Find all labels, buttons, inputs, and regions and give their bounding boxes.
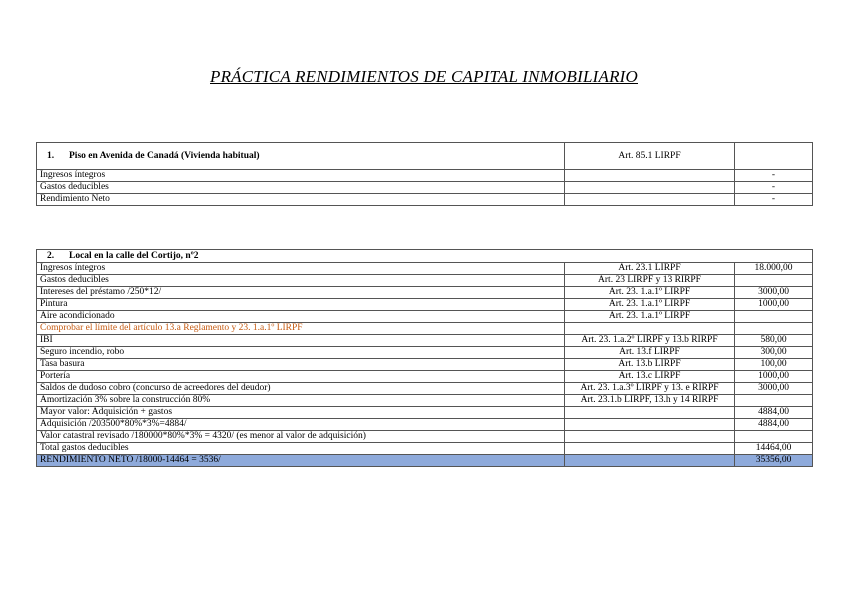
table-row	[37, 383, 813, 395]
section2-concept-cell: Mayor valor: Adquisición + gastos	[37, 407, 565, 419]
section2-article-cell	[565, 443, 735, 455]
table-row	[37, 170, 813, 182]
section1-article: Art. 85.1 LIRPF	[565, 143, 735, 170]
section2-amount-cell: 14464,00	[735, 443, 813, 455]
section2-amount-cell: 4884,00	[735, 419, 813, 431]
section2-concept-cell: IBI	[37, 335, 565, 347]
section1-article-cell	[565, 194, 735, 206]
table-row	[37, 419, 813, 431]
table-row	[37, 455, 813, 467]
section2-amount-cell: 100,00	[735, 359, 813, 371]
section2-article-cell	[565, 455, 735, 467]
table-row	[37, 359, 813, 371]
section1-amount-cell: -	[735, 194, 813, 206]
table-row	[37, 182, 813, 194]
section2-amount-cell	[735, 431, 813, 443]
section2-amount-cell: 300,00	[735, 347, 813, 359]
section2-heading	[37, 250, 813, 263]
section2-article-cell: Art. 23. 1.a.3º LIRPF y 13. e RIRPF	[565, 383, 735, 395]
section1-concept-cell: Ingresos íntegros	[37, 170, 565, 182]
section2-heading-text: Local en la calle del Cortijo, nº2	[69, 250, 199, 261]
table-row	[37, 311, 813, 323]
section2-concept-cell: Seguro incendio, robo	[37, 347, 565, 359]
table-row	[37, 347, 813, 359]
table-row	[37, 299, 813, 311]
section2-concept-cell: Valor catastral revisado /180000*80%*3% = 4320/ (es menor al valor de adquisición)	[37, 431, 565, 443]
section2-amount-cell: 18.000,00	[735, 263, 813, 275]
table-row	[37, 395, 813, 407]
section1-article-cell	[565, 182, 735, 194]
section2-concept-cell: Intereses del préstamo /250*12/	[37, 287, 565, 299]
section2-amount-cell: 1000,00	[735, 371, 813, 383]
section2-amount-cell: 4884,00	[735, 407, 813, 419]
section2-concept-cell: Comprobar el límite del artículo 13.a Reglamento y 23. 1.a.1º LIRPF	[37, 323, 565, 335]
section2-concept-cell: Aire acondicionado	[37, 311, 565, 323]
section2-concept-cell: Ingresos íntegros	[37, 263, 565, 275]
section2-article-cell	[565, 407, 735, 419]
section2-article-cell: Art. 23. 1.a.1º LIRPF	[565, 287, 735, 299]
section2-article-cell: Art. 23.1.b LIRPF, 13.h y 14 RIRPF	[565, 395, 735, 407]
section2-amount-cell: 3000,00	[735, 287, 813, 299]
section1-amount-header	[735, 143, 813, 170]
section2-article-cell: Art. 23. 1.a.2º LIRPF y 13.b RIRPF	[565, 335, 735, 347]
section2-amount-cell	[735, 311, 813, 323]
table-row	[37, 263, 813, 275]
page-title: PRÁCTICA RENDIMIENTOS DE CAPITAL INMOBILIARIO	[210, 67, 638, 86]
section2-concept-cell: Portería	[37, 371, 565, 383]
section1-article-cell	[565, 170, 735, 182]
section2-concept-cell: Total gastos deducibles	[37, 443, 565, 455]
section1-header-row	[37, 143, 813, 170]
section2-article-cell: Art. 23.1 LIRPF	[565, 263, 735, 275]
table-row	[37, 275, 813, 287]
table-row	[37, 335, 813, 347]
section2-amount-cell: 3000,00	[735, 383, 813, 395]
section2-amount-cell: 1000,00	[735, 299, 813, 311]
table-local-cortijo	[36, 249, 813, 467]
section2-concept-cell: Saldos de dudoso cobro (concurso de acreedores del deudor)	[37, 383, 565, 395]
section1-number: 1.	[47, 150, 55, 161]
section2-article-cell: Art. 23 LIRPF y 13 RIRPF	[565, 275, 735, 287]
section2-concept-cell: Tasa basura	[37, 359, 565, 371]
section2-concept-cell: Pintura	[37, 299, 565, 311]
section2-amount-cell	[735, 275, 813, 287]
section2-article-cell	[565, 323, 735, 335]
section2-article-cell: Art. 13.b LIRPF	[565, 359, 735, 371]
section2-article-cell: Art. 23. 1.a.1º LIRPF	[565, 311, 735, 323]
table-piso-canada	[36, 142, 813, 206]
table-row	[37, 371, 813, 383]
section1-concept-cell: Gastos deducibles	[37, 182, 565, 194]
table-row	[37, 323, 813, 335]
table-row	[37, 407, 813, 419]
section2-number: 2.	[47, 250, 55, 261]
section1-amount-cell: -	[735, 170, 813, 182]
section2-article-cell	[565, 419, 735, 431]
section2-header-row	[37, 250, 813, 263]
section2-article-cell	[565, 431, 735, 443]
section2-article-cell: Art. 13.f LIRPF	[565, 347, 735, 359]
section2-amount-cell	[735, 323, 813, 335]
section2-concept-cell: RENDIMIENTO NETO /18000-14464 = 3536/	[37, 455, 565, 467]
section1-heading	[37, 143, 565, 170]
table-row	[37, 287, 813, 299]
section2-article-cell: Art. 23. 1.a.1º LIRPF	[565, 299, 735, 311]
section1-amount-cell: -	[735, 182, 813, 194]
section2-concept-cell: Gastos deducibles	[37, 275, 565, 287]
section2-concept-cell: Adquisición /203500*80%*3%=4884/	[37, 419, 565, 431]
table-row	[37, 431, 813, 443]
section2-amount-cell	[735, 395, 813, 407]
table-row	[37, 194, 813, 206]
section2-article-cell: Art. 13.c LIRPF	[565, 371, 735, 383]
table-row	[37, 443, 813, 455]
section1-heading-text: Piso en Avenida de Canadá (Vivienda habitual)	[69, 150, 260, 161]
section2-concept-cell: Amortización 3% sobre la construcción 80%	[37, 395, 565, 407]
section1-concept-cell: Rendimiento Neto	[37, 194, 565, 206]
section2-amount-cell: 35356,00	[735, 455, 813, 467]
section2-amount-cell: 580,00	[735, 335, 813, 347]
